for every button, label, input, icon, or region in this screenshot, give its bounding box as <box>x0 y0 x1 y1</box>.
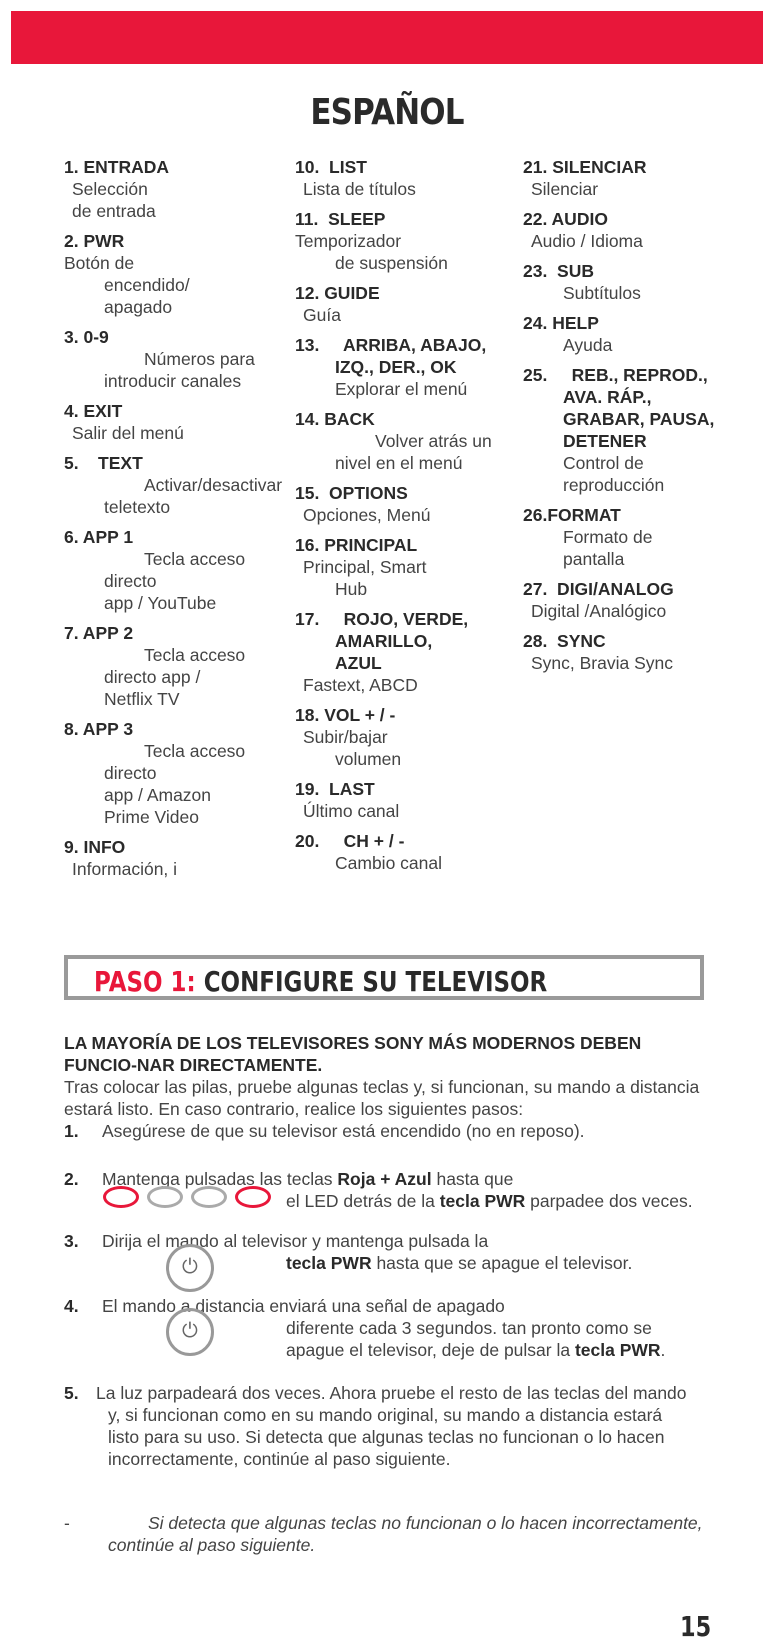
step-text: parpadee dos veces. <box>525 1191 693 1211</box>
language-title: ESPAÑOL <box>310 92 464 133</box>
key-list-item-number: 19. LAST <box>295 779 375 799</box>
step-text: listo para su uso. Si detecta que algunas teclas no funcionan o lo hacen <box>108 1427 665 1447</box>
key-list-item <box>295 778 520 822</box>
step-number: 1. <box>64 1121 79 1141</box>
key-list-item <box>523 260 748 304</box>
intro-heading: LA MAYORÍA DE LOS TELEVISORES SONY MÁS MODERNOS DEBEN FUNCIO-NAR DIRECTAMENTE. <box>64 1033 642 1075</box>
step-text: . <box>660 1340 666 1360</box>
note-dash: - <box>64 1513 70 1533</box>
key-list-item <box>523 156 748 200</box>
key-list-item <box>64 718 289 828</box>
key-list-item <box>295 830 520 874</box>
key-list-item-description: Formato de <box>563 527 653 547</box>
key-list-item-description: apagado <box>104 297 173 317</box>
key-list-item-number: 17. ROJO, VERDE, <box>295 609 469 629</box>
key-list-item-description: Prime Video <box>104 807 200 827</box>
key-list-item-description: directo app / <box>104 667 201 687</box>
key-list-item <box>64 230 289 318</box>
key-list-item-description: Sync, Bravia Sync <box>531 653 673 673</box>
key-list-column-2 <box>295 156 520 882</box>
key-list-item-number: 1. ENTRADA <box>64 157 170 177</box>
key-list-item <box>523 504 748 570</box>
key-list-item-description: de entrada <box>72 201 156 221</box>
key-list-column-3 <box>523 156 748 682</box>
key-list-column-1 <box>64 156 289 888</box>
key-list-item-description: teletexto <box>104 497 171 517</box>
key-list-item-number: 26.FORMAT <box>523 505 621 525</box>
key-list-item-number: 2. PWR <box>64 231 125 251</box>
step-text: hasta que se apague el televisor. <box>371 1253 633 1273</box>
note-text: continúe al paso siguiente. <box>108 1535 316 1555</box>
key-list-item-number: 5. TEXT <box>64 453 143 473</box>
key-list-item-number: 11. SLEEP <box>295 209 386 229</box>
step-1 <box>64 1120 744 1142</box>
key-list-item-number: 18. VOL + / - <box>295 705 396 725</box>
note-text: Si detecta que algunas teclas no funcionan o lo hacen incorrectamente, <box>148 1513 703 1533</box>
key-list-item-description: Tecla acceso <box>144 741 246 761</box>
red-key-icon <box>103 1186 139 1208</box>
key-list-item-description: directo <box>104 763 157 783</box>
key-list-item <box>295 282 520 326</box>
step-text: hasta que <box>431 1169 514 1189</box>
key-list-item <box>64 526 289 614</box>
intro-body: Tras colocar las pilas, pruebe algunas teclas y, si funcionan, su mando a distancia estará listo. En caso contrario, realice los siguientes pasos: <box>64 1077 700 1119</box>
key-list-item-number: 10. LIST <box>295 157 367 177</box>
key-list-item-description: DETENER <box>563 431 647 451</box>
key-list-item <box>64 156 289 222</box>
key-list-item-description: AMARILLO, <box>335 631 433 651</box>
key-list-item-description: GRABAR, PAUSA, <box>563 409 715 429</box>
key-list-item-description: Audio / Idioma <box>531 231 643 251</box>
key-list-item-description: Temporizador <box>295 231 402 251</box>
step-text-bold: tecla PWR <box>286 1253 372 1273</box>
page-number: 15 <box>680 1610 712 1643</box>
step-5 <box>64 1382 744 1470</box>
key-list-item <box>523 364 748 496</box>
key-list-item-number: 22. AUDIO <box>523 209 608 229</box>
step-1-label: PASO 1: <box>94 965 196 998</box>
step-text: Asegúrese de que su televisor está encendido (no en reposo). <box>102 1121 585 1141</box>
yellow-key-icon <box>191 1186 227 1208</box>
key-list-item-number: 6. APP 1 <box>64 527 134 547</box>
key-list-item-number: 24. HELP <box>523 313 599 333</box>
key-list-item <box>64 622 289 710</box>
key-list-item-description: de suspensión <box>335 253 448 273</box>
key-list-item-number: 15. OPTIONS <box>295 483 408 503</box>
key-list-item-number: 7. APP 2 <box>64 623 134 643</box>
key-list-item-description: Netflix TV <box>104 689 180 709</box>
step-number: 2. <box>64 1169 79 1189</box>
key-list-item-description: Último canal <box>303 801 400 821</box>
key-list-item-description: directo <box>104 571 157 591</box>
key-list-item-description: Volver atrás un <box>375 431 492 451</box>
key-list-item <box>295 482 520 526</box>
key-list-item <box>523 630 748 674</box>
step-text: Mantenga pulsadas las teclas <box>102 1169 338 1189</box>
step-text: Dirija el mando al televisor y mantenga pulsada la <box>102 1231 489 1251</box>
step-text: El mando a distancia enviará una señal de apagado <box>102 1296 505 1316</box>
key-list-item-description: Ayuda <box>563 335 613 355</box>
key-list-item-description: nivel en el menú <box>335 453 463 473</box>
key-list-item-description: Lista de títulos <box>303 179 416 199</box>
key-list-item-description: Números para <box>144 349 255 369</box>
top-red-banner <box>11 11 763 64</box>
key-list-item-description: pantalla <box>563 549 625 569</box>
key-list-item <box>64 836 289 880</box>
key-list-item <box>64 326 289 392</box>
step-number: 4. <box>64 1296 79 1316</box>
step-1-heading: CONFIGURE SU TELEVISOR <box>195 965 548 998</box>
key-list-item-description: Hub <box>335 579 368 599</box>
step-text: apague el televisor, deje de pulsar la <box>286 1340 575 1360</box>
key-list-item-description: IZQ., DER., OK <box>335 357 457 377</box>
key-list-item-number: 16. PRINCIPAL <box>295 535 418 555</box>
key-list-item-description: Guía <box>303 305 341 325</box>
key-list-item-number: 13. ARRIBA, ABAJO, <box>295 335 487 355</box>
key-list-item-number: 23. SUB <box>523 261 594 281</box>
step-text-bold: tecla PWR <box>439 1191 526 1211</box>
key-list-item-description: Fastext, ABCD <box>303 675 418 695</box>
key-list-item-number: 4. EXIT <box>64 401 123 421</box>
step-text: diferente cada 3 segundos. tan pronto como se <box>286 1318 652 1338</box>
key-list-item-number: 8. APP 3 <box>64 719 134 739</box>
key-list-item-description: volumen <box>335 749 402 769</box>
step-text: La luz parpadeará dos veces. Ahora pruebe el resto de las teclas del mando <box>96 1383 687 1403</box>
note <box>64 1512 744 1556</box>
key-list-item <box>295 534 520 600</box>
key-list-item-description: Control de <box>563 453 644 473</box>
step-text: y, si funcionan como en su mando original, su mando a distancia estará <box>108 1405 663 1425</box>
key-list-item-number: 28. SYNC <box>523 631 606 651</box>
key-list-item-description: Explorar el menú <box>335 379 468 399</box>
key-list-item <box>523 578 748 622</box>
step-number: 3. <box>64 1231 79 1251</box>
step-1-header-box <box>64 955 704 1000</box>
remote-keys-illustration <box>103 1186 283 1212</box>
key-list-item-description: AVA. RÁP., <box>563 387 652 407</box>
key-list-item-description: Botón de <box>64 253 135 273</box>
key-list-item-description: Principal, Smart <box>303 557 427 577</box>
key-list-item-description: Digital /Analógico <box>531 601 667 621</box>
step-number: 5. <box>64 1383 79 1403</box>
key-list-item-number: 12. GUIDE <box>295 283 380 303</box>
key-list-item-description: Tecla acceso <box>144 549 246 569</box>
key-list-item-description: Subtítulos <box>563 283 641 303</box>
step-1-title <box>94 965 547 998</box>
key-list-item-description: Tecla acceso <box>144 645 246 665</box>
key-list-item-description: encendido/ <box>104 275 190 295</box>
power-key-icon: ⏻ <box>166 1308 214 1356</box>
key-list-item-description: Información, i <box>72 859 178 879</box>
key-list-item-number: 14. BACK <box>295 409 375 429</box>
step-text: incorrectamente, continúe al paso siguiente. <box>108 1449 451 1469</box>
key-list-item <box>64 400 289 444</box>
key-list-item <box>523 208 748 252</box>
key-list-item-description: Activar/desactivar <box>144 475 283 495</box>
key-list-item-description: Salir del menú <box>72 423 184 443</box>
step-text-bold: tecla PWR <box>574 1340 661 1360</box>
key-list-item-description: Selección <box>72 179 148 199</box>
intro-block <box>64 1032 714 1120</box>
key-list-item-description: reproducción <box>563 475 665 495</box>
key-list-item-number: 25. REB., REPROD., <box>523 365 708 385</box>
key-list-item-description: Subir/bajar <box>303 727 388 747</box>
key-list-item <box>295 334 520 400</box>
key-list-item-description: app / Amazon <box>104 785 212 805</box>
key-list-item-description: AZUL <box>335 653 382 673</box>
power-key-icon: ⏻ <box>166 1244 214 1292</box>
key-list-item-description: Opciones, Menú <box>303 505 431 525</box>
key-list-item-number: 21. SILENCIAR <box>523 157 647 177</box>
blue-key-icon <box>235 1186 271 1208</box>
step-text-bold: Roja + Azul <box>337 1169 432 1189</box>
key-list-item <box>295 208 520 274</box>
key-list-item <box>64 452 289 518</box>
key-list-item-number: 20. CH + / - <box>295 831 405 851</box>
key-list-item-description: app / YouTube <box>104 593 217 613</box>
key-list-item <box>523 312 748 356</box>
key-list-item-description: Cambio canal <box>335 853 442 873</box>
green-key-icon <box>147 1186 183 1208</box>
key-list-item-number: 3. 0-9 <box>64 327 109 347</box>
key-list-item-number: 9. INFO <box>64 837 126 857</box>
key-list-item <box>295 608 520 696</box>
key-list-item-description: Silenciar <box>531 179 599 199</box>
key-list-item-description: introducir canales <box>104 371 242 391</box>
key-list-item <box>295 704 520 770</box>
key-list-item <box>295 156 520 200</box>
step-text: el LED detrás de la <box>286 1191 440 1211</box>
key-list-item-number: 27. DIGI/ANALOG <box>523 579 674 599</box>
key-list-item <box>295 408 520 474</box>
